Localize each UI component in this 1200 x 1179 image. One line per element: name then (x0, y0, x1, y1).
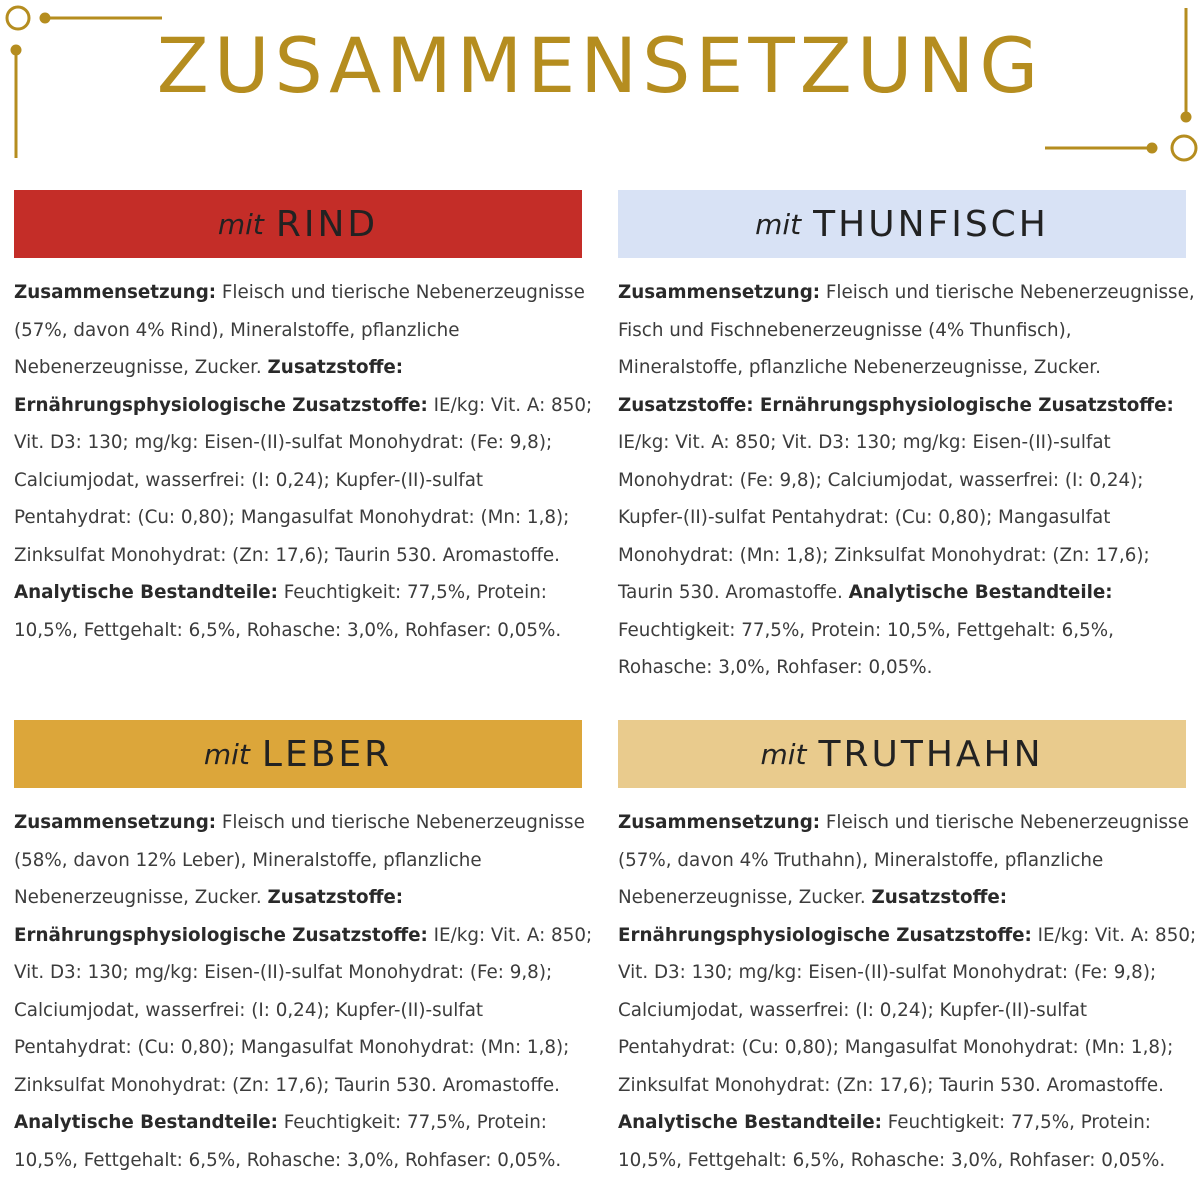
text-line (618, 462, 1186, 500)
header-prefix: mit (755, 208, 801, 241)
text-segment: Calciumjodat, wasserfrei: (I: 0,24); Kupfer-(II)-sulfat (618, 1000, 1087, 1021)
text-segment: Fleisch und tierische Nebenerzeugnisse, (820, 282, 1195, 303)
text-line (14, 537, 582, 575)
text-line (14, 1067, 582, 1105)
section-rind (14, 190, 582, 649)
header-prefix: mit (218, 208, 264, 241)
text-segment: Feuchtigkeit: 77,5%, Protein: (882, 1112, 1151, 1133)
text-segment: 10,5%, Fettgehalt: 6,5%, Rohasche: 3,0%, Rohfaser: 0,05%. (14, 620, 561, 641)
bold-label: Zusammensetzung: (14, 812, 216, 833)
text-segment: Taurin 530. Aromastoffe. (618, 582, 849, 603)
text-line (14, 274, 582, 312)
text-line (618, 499, 1186, 537)
text-line (14, 1104, 582, 1142)
text-line (14, 499, 582, 537)
text-segment: Rohasche: 3,0%, Rohfaser: 0,05%. (618, 657, 932, 678)
header-prefix: mit (760, 738, 806, 771)
bold-label: Analytische Bestandteile: (14, 582, 278, 603)
text-line (14, 842, 582, 880)
text-line (618, 954, 1186, 992)
text-segment: Feuchtigkeit: 77,5%, Protein: (278, 1112, 547, 1133)
text-line (14, 992, 582, 1030)
bold-label: Analytische Bestandteile: (14, 1112, 278, 1133)
text-line (14, 1029, 582, 1067)
text-segment: Nebenerzeugnisse, Zucker. (14, 357, 268, 378)
section-thunfisch (618, 190, 1186, 687)
text-line (14, 879, 582, 917)
text-segment: Calciumjodat, wasserfrei: (I: 0,24); Kupfer-(II)-sulfat (14, 1000, 483, 1021)
text-line (14, 574, 582, 612)
text-line (618, 649, 1186, 687)
text-segment: Feuchtigkeit: 77,5%, Protein: 10,5%, Fettgehalt: 6,5%, (618, 620, 1114, 641)
text-segment: Pentahydrat: (Cu: 0,80); Mangasulfat Monohydrat: (Mn: 1,8); (14, 1037, 569, 1058)
text-segment: (58%, davon 12% Leber), Mineralstoffe, pflanzliche (14, 850, 482, 871)
header-name: TRUTHAHN (819, 734, 1044, 775)
text-line (618, 387, 1186, 425)
bold-label: Analytische Bestandteile: (618, 1112, 882, 1133)
section-header-truthahn (618, 720, 1186, 788)
text-line (618, 804, 1186, 842)
text-segment: Feuchtigkeit: 77,5%, Protein: (278, 582, 547, 603)
bold-label: Zusatzstoffe: (268, 357, 404, 378)
bold-label: Analytische Bestandteile: (849, 582, 1113, 603)
section-header-thunfisch (618, 190, 1186, 258)
text-line (618, 992, 1186, 1030)
text-line (618, 1067, 1186, 1105)
text-line (618, 1142, 1186, 1179)
text-segment: Zinksulfat Monohydrat: (Zn: 17,6); Taurin 530. Aromastoffe. (14, 1075, 560, 1096)
text-segment: 10,5%, Fettgehalt: 6,5%, Rohasche: 3,0%, Rohfaser: 0,05%. (618, 1150, 1165, 1171)
composition-text (618, 274, 1186, 687)
text-line (14, 1142, 582, 1179)
text-line (618, 917, 1186, 955)
text-segment: Pentahydrat: (Cu: 0,80); Mangasulfat Monohydrat: (Mn: 1,8); (618, 1037, 1173, 1058)
text-segment: Fisch und Fischnebenerzeugnisse (4% Thunfisch), (618, 320, 1072, 341)
text-segment: Fleisch und tierische Nebenerzeugnisse (216, 282, 585, 303)
text-segment: Nebenerzeugnisse, Zucker. (618, 887, 872, 908)
text-segment: Vit. D3: 130; mg/kg: Eisen-(II)-sulfat Monohydrat: (Fe: 9,8); (618, 962, 1156, 983)
text-segment: Monohydrat: (Mn: 1,8); Zinksulfat Monohydrat: (Zn: 17,6); (618, 545, 1150, 566)
text-segment: Nebenerzeugnisse, Zucker. (14, 887, 268, 908)
text-line (618, 349, 1186, 387)
bold-label: Zusammensetzung: (14, 282, 216, 303)
header-prefix: mit (204, 738, 250, 771)
section-leber (14, 720, 582, 1179)
bold-label: Ernährungsphysiologische Zusatzstoffe: (14, 925, 428, 946)
text-line (618, 424, 1186, 462)
text-segment: Mineralstoffe, pflanzliche Nebenerzeugnisse, Zucker. (618, 357, 1101, 378)
text-line (618, 842, 1186, 880)
text-segment: 10,5%, Fettgehalt: 6,5%, Rohasche: 3,0%, Rohfaser: 0,05%. (14, 1150, 561, 1171)
text-line (618, 537, 1186, 575)
text-segment: (57%, davon 4% Rind), Mineralstoffe, pflanzliche (14, 320, 460, 341)
text-segment: Kupfer-(II)-sulfat Pentahydrat: (Cu: 0,80); Mangasulfat (618, 507, 1110, 528)
text-segment: (57%, davon 4% Truthahn), Mineralstoffe, pflanzliche (618, 850, 1103, 871)
bold-label: Zusammensetzung: (618, 812, 820, 833)
section-header-leber (14, 720, 582, 788)
section-truthahn (618, 720, 1186, 1179)
text-line (618, 312, 1186, 350)
text-segment: Monohydrat: (Fe: 9,8); Calciumjodat, wasserfrei: (I: 0,24); (618, 470, 1143, 491)
text-line (618, 1104, 1186, 1142)
text-segment: Vit. D3: 130; mg/kg: Eisen-(II)-sulfat Monohydrat: (Fe: 9,8); (14, 962, 552, 983)
text-segment: Fleisch und tierische Nebenerzeugnisse (820, 812, 1189, 833)
text-segment: Fleisch und tierische Nebenerzeugnisse (216, 812, 585, 833)
bold-label: Ernährungsphysiologische Zusatzstoffe: (14, 395, 428, 416)
text-segment: IE/kg: Vit. A: 850; Vit. D3: 130; mg/kg: Eisen-(II)-sulfat (618, 432, 1111, 453)
section-header-rind (14, 190, 582, 258)
composition-text (14, 274, 582, 649)
text-line (14, 387, 582, 425)
header-name: LEBER (262, 734, 392, 775)
text-line (14, 424, 582, 462)
text-line (14, 804, 582, 842)
bold-label: Zusatzstoffe: (268, 887, 404, 908)
text-segment: IE/kg: Vit. A: 850; (428, 925, 592, 946)
text-line (14, 917, 582, 955)
text-line (618, 274, 1186, 312)
text-line (618, 1029, 1186, 1067)
text-line (618, 574, 1186, 612)
text-segment: Calciumjodat, wasserfrei: (I: 0,24); Kupfer-(II)-sulfat (14, 470, 483, 491)
text-segment: Zinksulfat Monohydrat: (Zn: 17,6); Taurin 530. Aromastoffe. (618, 1075, 1164, 1096)
composition-text (14, 804, 582, 1179)
text-segment: Pentahydrat: (Cu: 0,80); Mangasulfat Monohydrat: (Mn: 1,8); (14, 507, 569, 528)
text-segment: IE/kg: Vit. A: 850; (428, 395, 592, 416)
text-line (14, 312, 582, 350)
bold-label: Ernährungsphysiologische Zusatzstoffe: (618, 925, 1032, 946)
header-name: RIND (276, 204, 378, 245)
text-line (618, 879, 1186, 917)
text-segment: Zinksulfat Monohydrat: (Zn: 17,6); Taurin 530. Aromastoffe. (14, 545, 560, 566)
text-line (14, 349, 582, 387)
text-line (14, 954, 582, 992)
bold-label: Zusammensetzung: (618, 282, 820, 303)
page-title: ZUSAMMENSETZUNG (0, 28, 1200, 104)
bold-label: Zusatzstoffe: Ernährungsphysiologische Zusatzstoffe: (618, 395, 1174, 416)
composition-text (618, 804, 1186, 1179)
text-segment: IE/kg: Vit. A: 850; (1032, 925, 1196, 946)
text-line (14, 612, 582, 650)
text-line (14, 462, 582, 500)
header-name: THUNFISCH (813, 204, 1049, 245)
text-segment: Vit. D3: 130; mg/kg: Eisen-(II)-sulfat Monohydrat: (Fe: 9,8); (14, 432, 552, 453)
bold-label: Zusatzstoffe: (872, 887, 1008, 908)
text-line (618, 612, 1186, 650)
